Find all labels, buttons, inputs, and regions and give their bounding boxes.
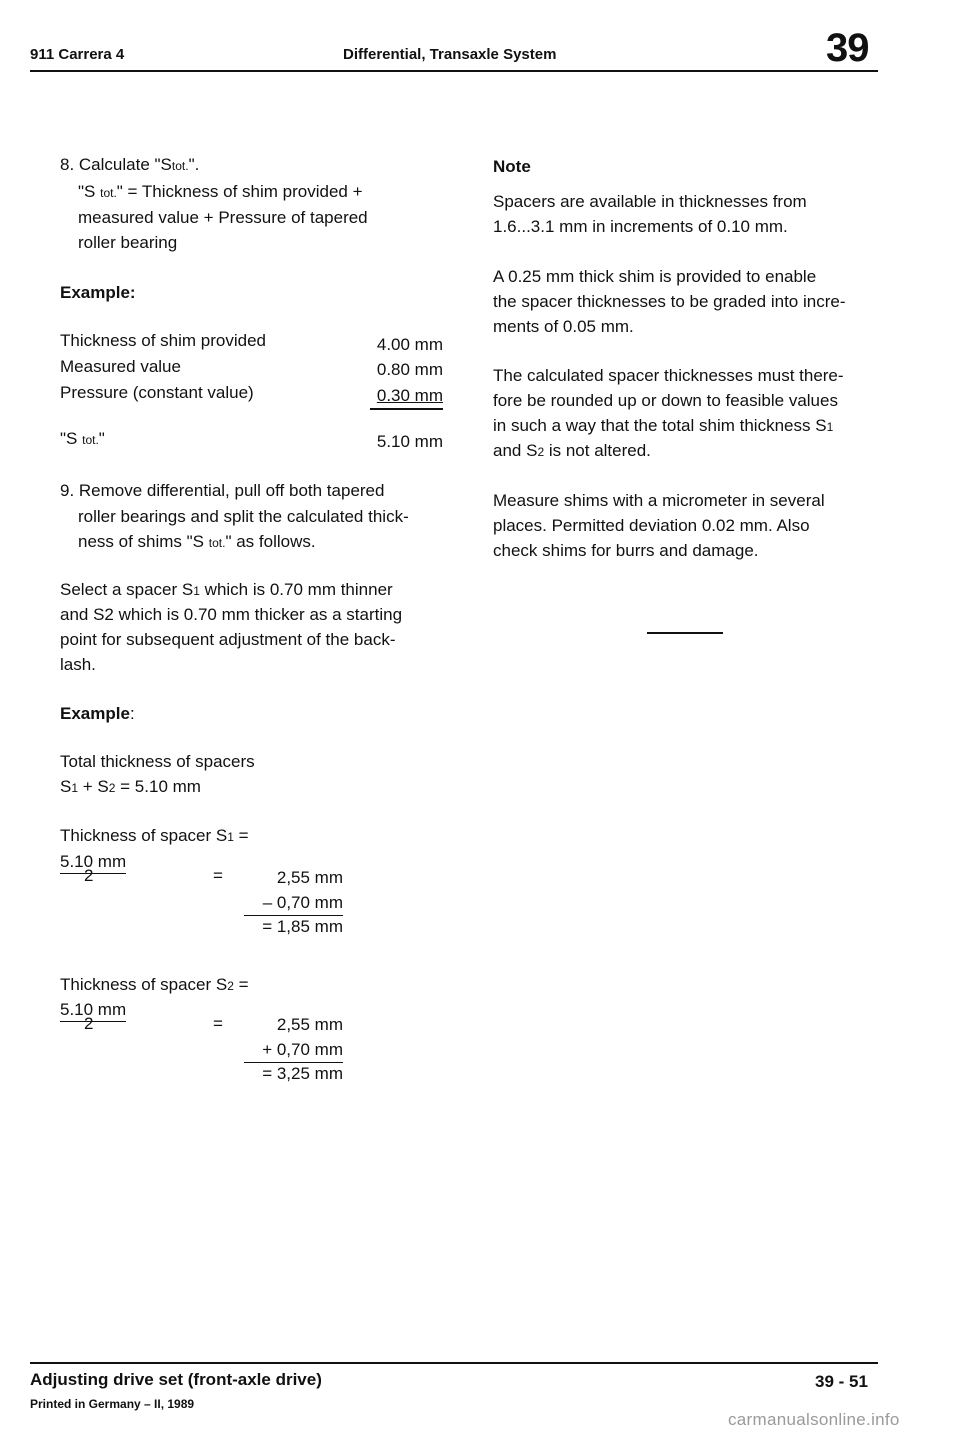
select-line3: point for subsequent adjustment of the back- bbox=[60, 630, 396, 649]
step8-title: 8. Calculate "Stot.". bbox=[60, 155, 200, 174]
spacer1-result: = 1,85 mm bbox=[262, 917, 343, 936]
spacer1-value1: 2,55 mm bbox=[276, 868, 343, 887]
note-p4-line1: Measure shims with a micrometer in several bbox=[493, 491, 825, 510]
note-p2-line2: the spacer thicknesses to be graded into incre- bbox=[493, 292, 846, 311]
note-label: Note bbox=[493, 157, 531, 176]
select-line4: lash. bbox=[60, 655, 96, 674]
spacer1-denominator: 2 bbox=[84, 866, 94, 885]
note-p3-line1: The calculated spacer thicknesses must there- bbox=[493, 366, 844, 385]
footer-rule bbox=[30, 1362, 878, 1364]
header-model: 911 Carrera 4 bbox=[30, 46, 125, 63]
total-line1: Total thickness of spacers bbox=[60, 752, 255, 771]
select-line2: and S2 which is 0.70 mm thicker as a starting bbox=[60, 605, 403, 624]
note-p2-line1: A 0.25 mm thick shim is provided to enable bbox=[493, 267, 817, 286]
spacer2-numerator: 5.10 mm bbox=[60, 1000, 127, 1019]
step9-line3: ness of shims "S tot." as follows. bbox=[78, 532, 316, 551]
spacer2-denominator: 2 bbox=[84, 1014, 94, 1033]
example1-row-value: 0.30 mm bbox=[376, 386, 443, 405]
note-p3-line4: and S2 is not altered. bbox=[493, 441, 651, 460]
example1-row-value: 4.00 mm bbox=[376, 335, 443, 354]
note-p1-line1: Spacers are available in thicknesses from bbox=[493, 192, 807, 211]
example1-row-value: 0.80 mm bbox=[376, 360, 443, 379]
step8-line1: "S tot." = Thickness of shim provided + bbox=[78, 182, 363, 201]
header-section: Differential, Transaxle System bbox=[343, 46, 557, 63]
stot-value: 5.10 mm bbox=[376, 432, 443, 451]
spacer1-equals: = bbox=[213, 866, 223, 885]
spacer1-numerator: 5.10 mm bbox=[60, 852, 127, 871]
step9-line2: roller bearings and split the calculated thick- bbox=[78, 507, 409, 526]
page-number: 39 - 51 bbox=[815, 1372, 868, 1391]
chapter-number: 39 bbox=[826, 26, 869, 70]
end-of-section-rule bbox=[647, 632, 723, 634]
stot-label: "S tot." bbox=[60, 429, 105, 448]
note-p3-line3: in such a way that the total shim thickness S1 bbox=[493, 416, 834, 435]
step9-line1: 9. Remove differential, pull off both tapered bbox=[60, 481, 385, 500]
note-p3-line2: fore be rounded up or down to feasible values bbox=[493, 391, 838, 410]
printed-note: Printed in Germany – II, 1989 bbox=[30, 1397, 195, 1411]
example1-row-label: Thickness of shim provided bbox=[60, 331, 266, 350]
note-p2-line3: ments of 0.05 mm. bbox=[493, 317, 634, 336]
spacer2-value1: 2,55 mm bbox=[276, 1015, 343, 1034]
select-line1: Select a spacer S1 which is 0.70 mm thinner bbox=[60, 580, 393, 599]
example1-row-label: Measured value bbox=[60, 357, 181, 376]
spacer1-value2: – 0,70 mm bbox=[262, 893, 343, 912]
header-rule bbox=[30, 70, 878, 72]
step8-line3: roller bearing bbox=[78, 233, 178, 252]
spacer2-equals: = bbox=[213, 1014, 223, 1033]
spacer1-label: Thickness of spacer S1 = bbox=[60, 826, 249, 845]
step8-line2: measured value + Pressure of tapered bbox=[78, 208, 368, 227]
note-p1-line2: 1.6...3.1 mm in increments of 0.10 mm. bbox=[493, 217, 788, 236]
example2-label: Example: bbox=[60, 704, 135, 723]
watermark: carmanualsonline.info bbox=[728, 1410, 900, 1429]
note-p4-line3: check shims for burrs and damage. bbox=[493, 541, 759, 560]
example1-row-label: Pressure (constant value) bbox=[60, 383, 254, 402]
footer-title: Adjusting drive set (front-axle drive) bbox=[30, 1370, 322, 1389]
spacer2-label: Thickness of spacer S2 = bbox=[60, 975, 249, 994]
spacer2-result: = 3,25 mm bbox=[262, 1064, 343, 1083]
sum-rule bbox=[370, 408, 443, 410]
total-line2: S1 + S2 = 5.10 mm bbox=[60, 777, 201, 796]
note-p4-line2: places. Permitted deviation 0.02 mm. Also bbox=[493, 516, 810, 535]
example1-label: Example: bbox=[60, 283, 136, 302]
spacer2-value2: + 0,70 mm bbox=[262, 1040, 343, 1059]
